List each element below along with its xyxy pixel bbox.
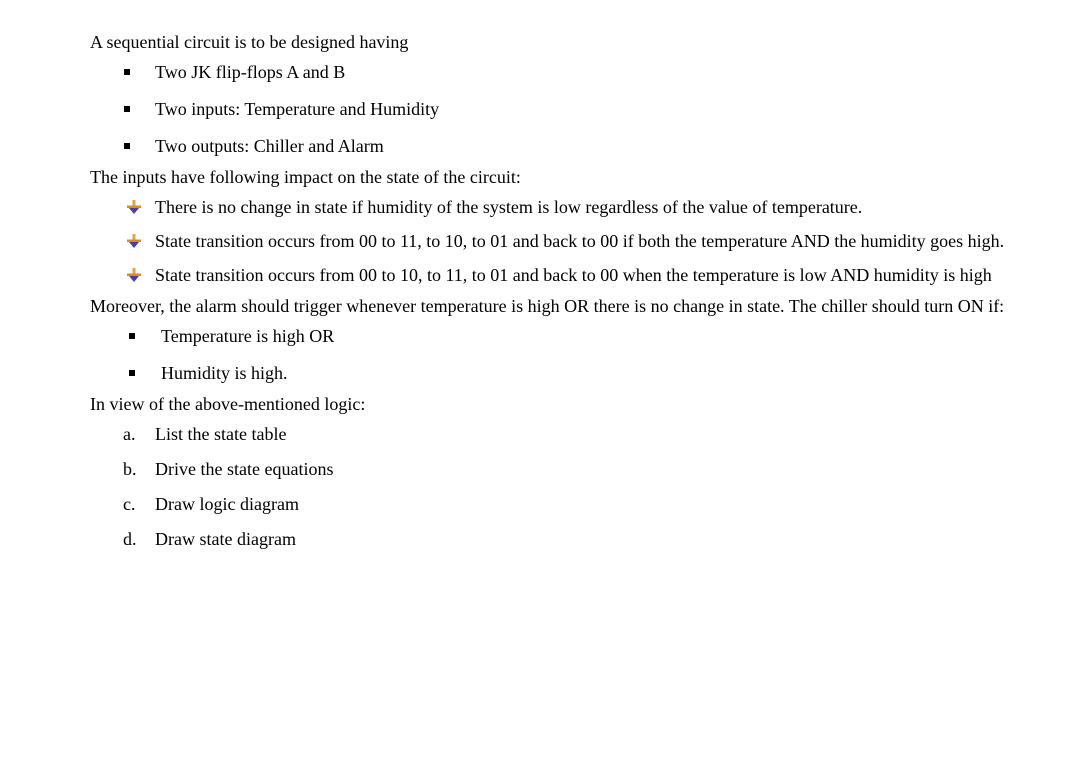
impact-item-text: State transition occurs from 00 to 11, to 10, to 01 and back to 00 if both the temperature AND the humidity goes high. — [155, 231, 1005, 251]
task-marker: d. — [123, 529, 137, 549]
spec-list-item — [90, 61, 1006, 83]
task-list-item — [90, 493, 1006, 515]
spec-item-text: Two JK flip-flops A and B — [155, 62, 346, 82]
down-arrow-bullet-icon — [126, 199, 142, 215]
chiller-item-text: Humidity is high. — [161, 363, 288, 383]
intro-paragraph: A sequential circuit is to be designed having — [90, 32, 409, 52]
spec-list — [90, 61, 1006, 157]
impact-list-item — [90, 230, 1006, 252]
chiller-list — [90, 325, 1006, 384]
square-bullet-icon — [124, 106, 130, 112]
task-list-item — [90, 528, 1006, 550]
square-bullet-icon — [129, 333, 135, 339]
impact-list-item — [90, 264, 1006, 286]
down-arrow-bullet-icon — [126, 233, 142, 249]
impact-list-item — [90, 196, 1006, 218]
task-marker: b. — [123, 459, 137, 479]
square-bullet-icon — [124, 143, 130, 149]
task-marker: c. — [123, 494, 136, 514]
view-intro-paragraph: In view of the above-mentioned logic: — [90, 394, 366, 414]
spec-item-text: Two inputs: Temperature and Humidity — [155, 99, 440, 119]
chiller-item-text: Temperature is high OR — [161, 326, 335, 346]
square-bullet-icon — [124, 69, 130, 75]
spec-list-item — [90, 98, 1006, 120]
moreover-paragraph: Moreover, the alarm should trigger whenever temperature is high OR there is no change in state. The chiller should turn ON if: — [90, 296, 1005, 316]
task-marker: a. — [123, 424, 136, 444]
impact-list — [90, 196, 1006, 286]
spec-list-item — [90, 135, 1006, 157]
impact-intro-paragraph: The inputs have following impact on the state of the circuit: — [90, 167, 521, 187]
spec-item-text: Two outputs: Chiller and Alarm — [155, 136, 384, 156]
task-text: Draw logic diagram — [155, 494, 299, 514]
task-list-item — [90, 458, 1006, 480]
down-arrow-bullet-icon — [126, 267, 142, 283]
task-text: Drive the state equations — [155, 459, 334, 479]
chiller-list-item — [90, 362, 1006, 384]
task-list-item — [90, 423, 1006, 445]
square-bullet-icon — [129, 370, 135, 376]
document-body — [90, 31, 1006, 559]
task-list — [90, 423, 1006, 550]
impact-item-text: There is no change in state if humidity of the system is low regardless of the value of temperature. — [155, 197, 863, 217]
task-text: Draw state diagram — [155, 529, 296, 549]
task-text: List the state table — [155, 424, 287, 444]
chiller-list-item — [90, 325, 1006, 347]
impact-item-text: State transition occurs from 00 to 10, to 11, to 01 and back to 00 when the temperature is low AND humidity is high — [155, 265, 992, 285]
